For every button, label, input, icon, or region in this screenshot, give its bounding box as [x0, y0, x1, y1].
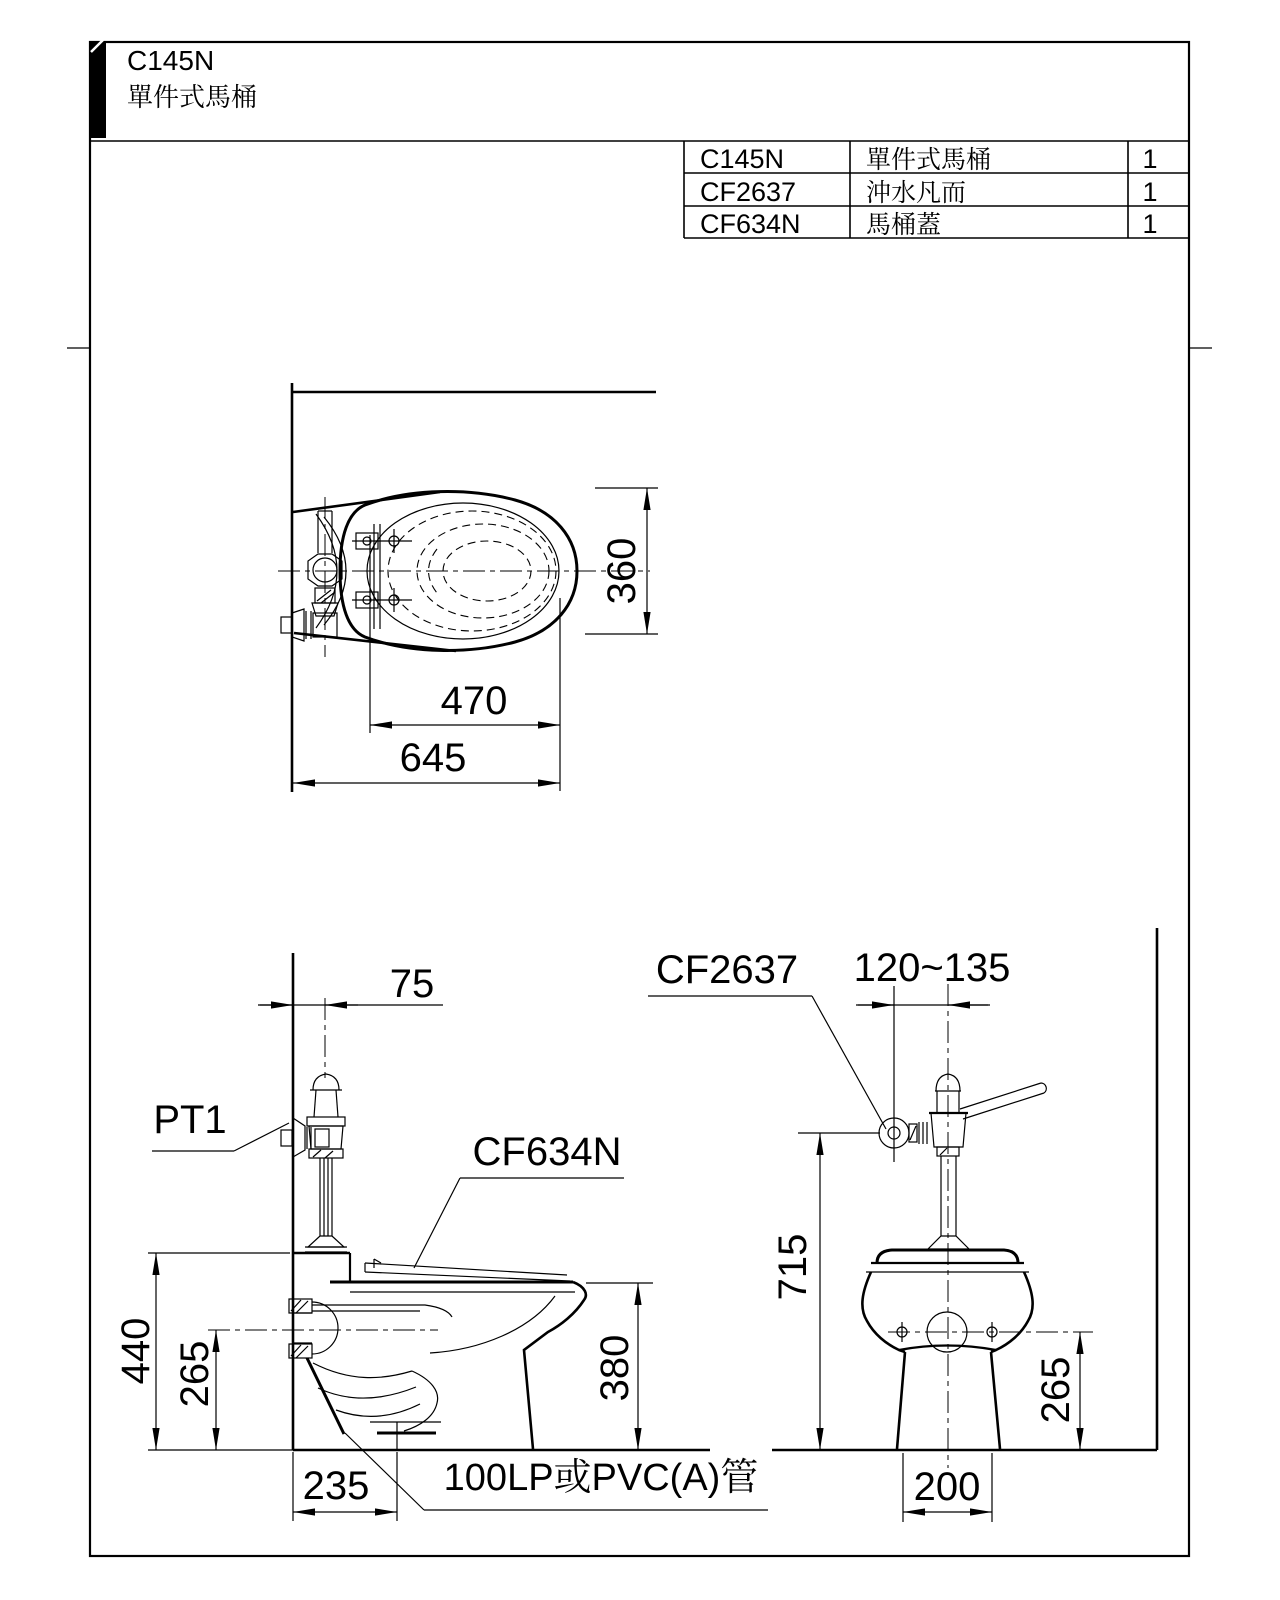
note-drain-pipe: 100LP或PVC(A)管 — [443, 1457, 759, 1499]
dim-side-valve-offset: 75 — [389, 962, 435, 1006]
side-view-drawing — [148, 953, 768, 1521]
table-cell-qty: 1 — [1142, 209, 1158, 239]
page-border — [67, 42, 1212, 1556]
table-cell-name: 單件式馬桶 — [866, 146, 992, 174]
table-cell-qty: 1 — [1142, 144, 1158, 174]
dim-front-supply-height: 715 — [771, 1233, 815, 1301]
dim-side-outlet-offset: 235 — [302, 1464, 370, 1508]
front-view-drawing — [648, 928, 1157, 1522]
dim-front-foot-width: 200 — [913, 1465, 981, 1509]
dim-side-inlet-height: 265 — [173, 1340, 217, 1408]
page-title-model: C145N — [127, 45, 215, 76]
dim-top-total-length: 645 — [399, 736, 467, 780]
table-cell-name: 沖水凡而 — [866, 179, 967, 207]
table-cell-model: C145N — [700, 144, 785, 174]
table-cell-model: CF2637 — [700, 177, 797, 207]
dim-front-drain-height: 265 — [1034, 1356, 1078, 1424]
table-cell-name: 馬桶蓋 — [866, 211, 942, 239]
dim-front-valve-range: 120~135 — [853, 946, 1011, 990]
page-title-name: 單件式馬桶 — [127, 82, 258, 112]
label-seat-cover: CF634N — [472, 1130, 622, 1174]
dim-top-width: 360 — [600, 537, 644, 605]
table-cell-qty: 1 — [1142, 177, 1158, 207]
dim-side-rim-height: 380 — [593, 1334, 637, 1402]
label-flush-valve: CF2637 — [655, 948, 799, 992]
label-supply-pt1: PT1 — [153, 1098, 227, 1142]
dim-side-height: 440 — [114, 1317, 158, 1385]
dim-top-seat-length: 470 — [440, 679, 508, 723]
table-cell-model: CF634N — [700, 209, 801, 239]
